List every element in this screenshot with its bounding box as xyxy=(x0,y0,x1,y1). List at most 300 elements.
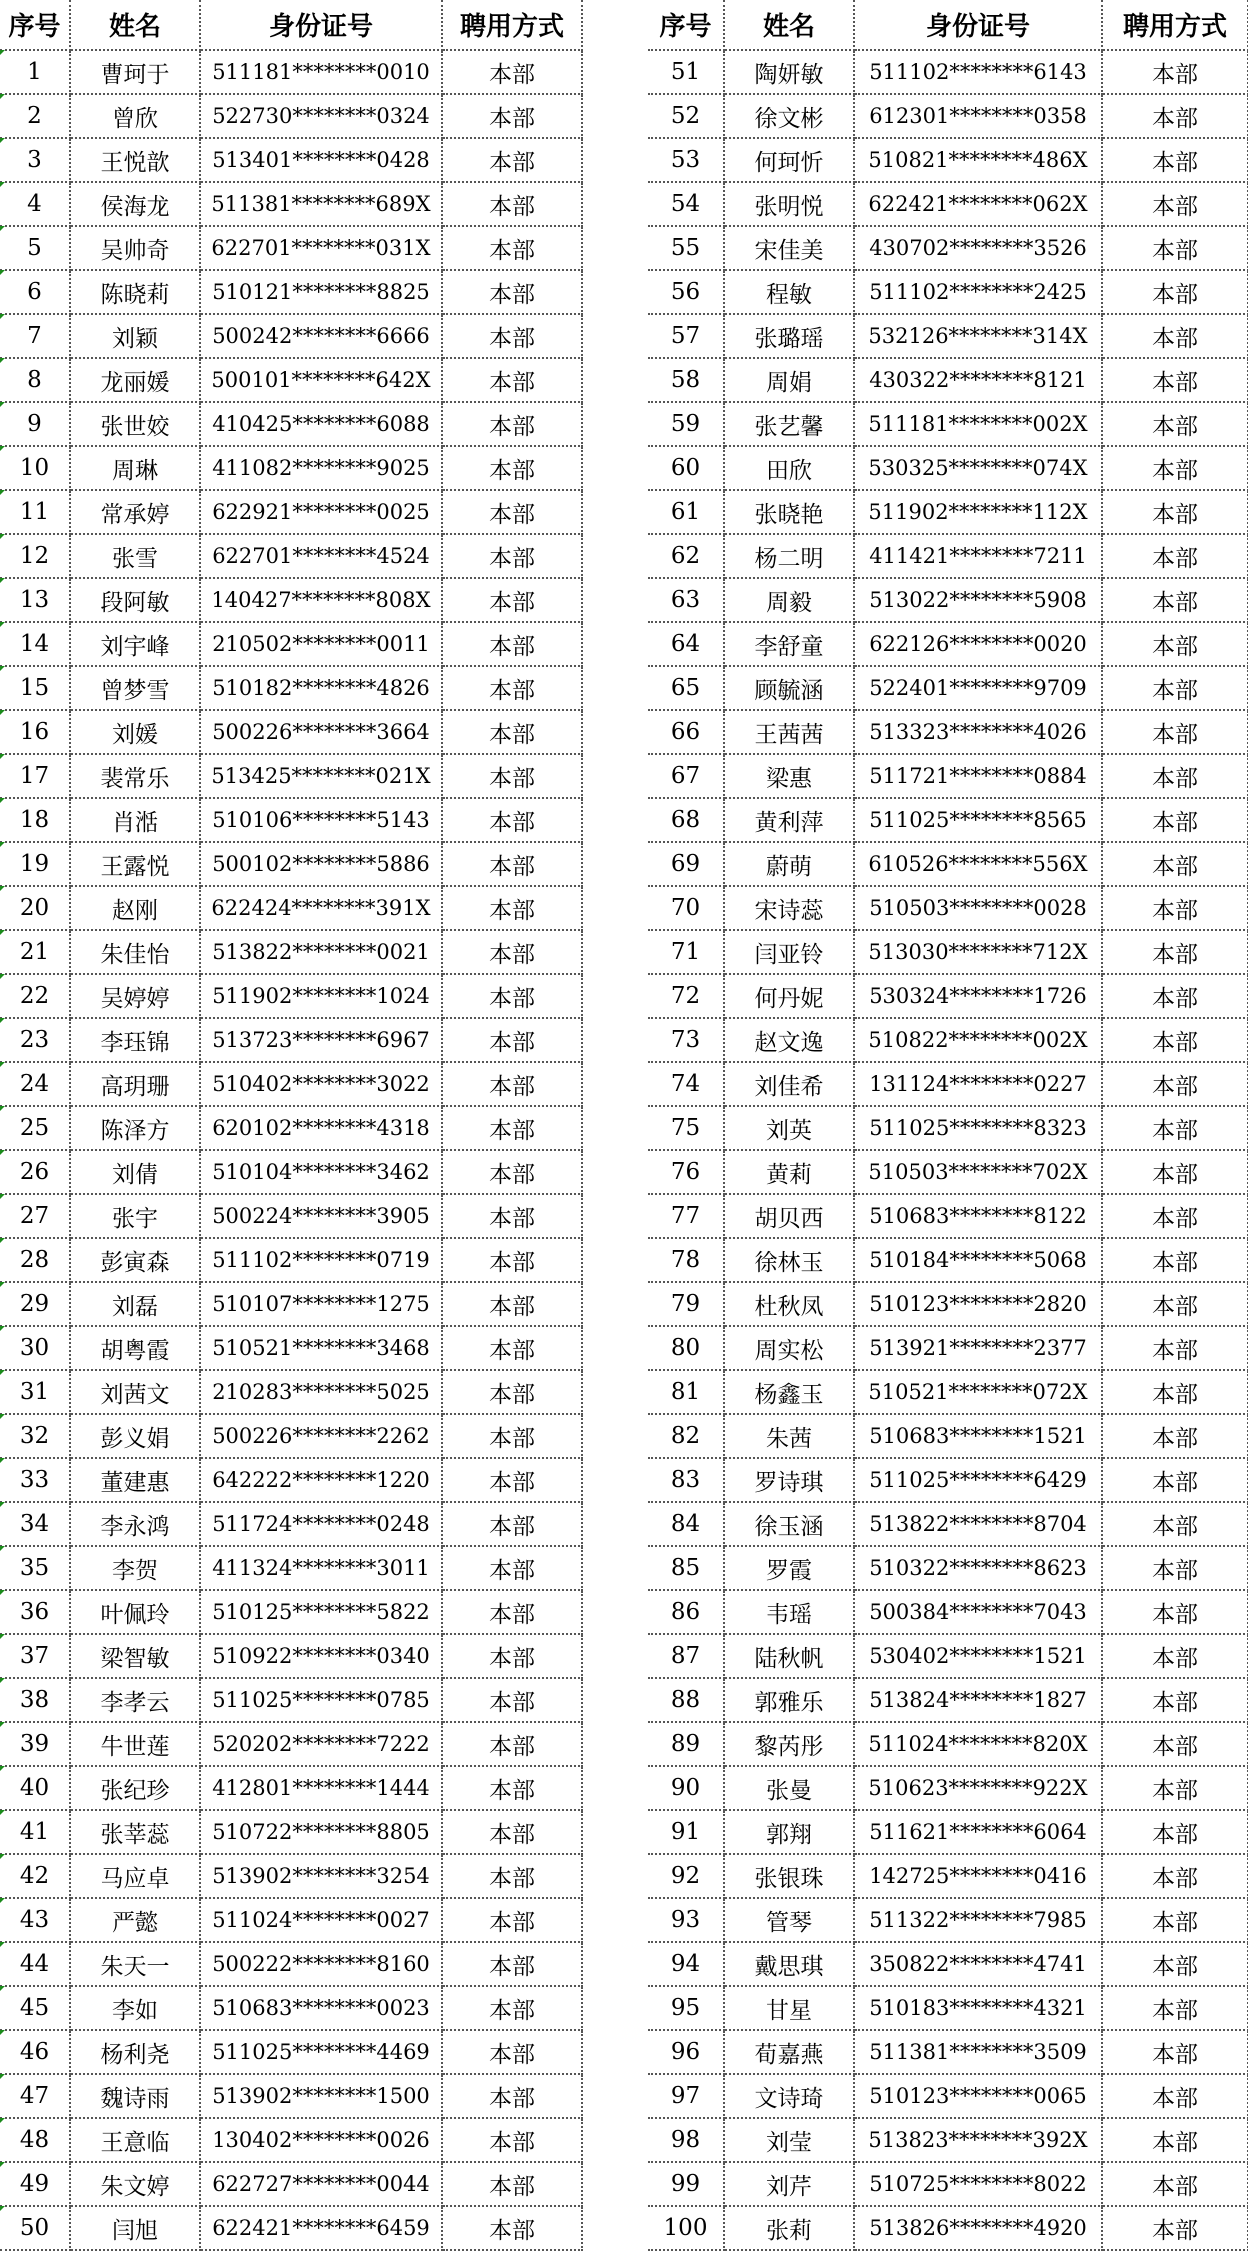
table-row xyxy=(648,1370,1248,1414)
cell-employment-type: 本部 xyxy=(442,1106,582,1150)
cell-employment-type: 本部 xyxy=(442,666,582,710)
cell-employment-type: 本部 xyxy=(1102,1986,1248,2030)
comment-marker-icon xyxy=(0,1458,5,1463)
cell-id-number: 622126********0020 xyxy=(854,622,1102,666)
cell-employment-type: 本部 xyxy=(442,930,582,974)
cell-name: 陶妍敏 xyxy=(724,50,854,94)
cell-employment-type: 本部 xyxy=(442,2118,582,2162)
cell-index: 89 xyxy=(648,1722,724,1766)
cell-name: 杜秋凤 xyxy=(724,1282,854,1326)
cell-id-number: 510125********5822 xyxy=(200,1590,442,1634)
cell-name: 刘磊 xyxy=(70,1282,200,1326)
table-body-left xyxy=(0,50,582,2250)
cell-index: 77 xyxy=(648,1194,724,1238)
cell-index: 66 xyxy=(648,710,724,754)
cell-employment-type: 本部 xyxy=(1102,50,1248,94)
cell-name: 李舒童 xyxy=(724,622,854,666)
table-row xyxy=(0,446,582,490)
cell-index: 63 xyxy=(648,578,724,622)
cell-employment-type: 本部 xyxy=(1102,1370,1248,1414)
cell-name: 宋诗蕊 xyxy=(724,886,854,930)
table-row xyxy=(648,886,1248,930)
comment-marker-icon xyxy=(0,578,5,583)
cell-index: 75 xyxy=(648,1106,724,1150)
cell-employment-type: 本部 xyxy=(1102,622,1248,666)
comment-marker-icon xyxy=(0,842,5,847)
cell-id-number: 622701********4524 xyxy=(200,534,442,578)
table-row xyxy=(0,1854,582,1898)
table-row xyxy=(0,2206,582,2250)
comment-marker-icon xyxy=(0,1414,5,1419)
cell-id-number: 510821********486X xyxy=(854,138,1102,182)
cell-employment-type: 本部 xyxy=(1102,2206,1248,2250)
cell-id-number: 510121********8825 xyxy=(200,270,442,314)
table-row xyxy=(0,1458,582,1502)
cell-id-number: 513401********0428 xyxy=(200,138,442,182)
cell-employment-type: 本部 xyxy=(442,1986,582,2030)
cell-index: 3 xyxy=(0,138,70,182)
cell-index: 14 xyxy=(0,622,70,666)
cell-employment-type: 本部 xyxy=(442,1590,582,1634)
cell-id-number: 511024********820X xyxy=(854,1722,1102,1766)
cell-employment-type: 本部 xyxy=(442,1282,582,1326)
cell-name: 裴常乐 xyxy=(70,754,200,798)
cell-name: 王悦歆 xyxy=(70,138,200,182)
cell-name: 张雪 xyxy=(70,534,200,578)
cell-index: 4 xyxy=(0,182,70,226)
cell-id-number: 350822********4741 xyxy=(854,1942,1102,1986)
cell-id-number: 513823********392X xyxy=(854,2118,1102,2162)
cell-employment-type: 本部 xyxy=(1102,2118,1248,2162)
cell-name: 李贺 xyxy=(70,1546,200,1590)
cell-employment-type: 本部 xyxy=(1102,710,1248,754)
cell-index: 48 xyxy=(0,2118,70,2162)
comment-marker-icon xyxy=(0,1898,5,1903)
cell-index: 9 xyxy=(0,402,70,446)
comment-marker-icon xyxy=(0,270,5,275)
cell-id-number: 511102********2425 xyxy=(854,270,1102,314)
cell-employment-type: 本部 xyxy=(442,2162,582,2206)
cell-employment-type: 本部 xyxy=(442,1502,582,1546)
cell-employment-type: 本部 xyxy=(1102,578,1248,622)
table-row xyxy=(648,402,1248,446)
cell-id-number: 500226********3664 xyxy=(200,710,442,754)
cell-index: 6 xyxy=(0,270,70,314)
table-row xyxy=(648,1194,1248,1238)
table-row xyxy=(648,50,1248,94)
cell-id-number: 511102********6143 xyxy=(854,50,1102,94)
cell-name: 李永鸿 xyxy=(70,1502,200,1546)
cell-employment-type: 本部 xyxy=(1102,1502,1248,1546)
cell-name: 刘莹 xyxy=(724,2118,854,2162)
cell-index: 43 xyxy=(0,1898,70,1942)
cell-name: 陆秋帆 xyxy=(724,1634,854,1678)
cell-employment-type: 本部 xyxy=(1102,886,1248,930)
cell-employment-type: 本部 xyxy=(442,226,582,270)
cell-name: 戴思琪 xyxy=(724,1942,854,1986)
cell-name: 张世姣 xyxy=(70,402,200,446)
cell-employment-type: 本部 xyxy=(442,2030,582,2074)
cell-index: 97 xyxy=(648,2074,724,2118)
cell-employment-type: 本部 xyxy=(442,314,582,358)
cell-name: 牛世莲 xyxy=(70,1722,200,1766)
cell-name: 吴婷婷 xyxy=(70,974,200,1018)
cell-name: 蔚萌 xyxy=(724,842,854,886)
header-id-number: 身份证号 xyxy=(854,0,1102,50)
cell-name: 梁智敏 xyxy=(70,1634,200,1678)
cell-index: 36 xyxy=(0,1590,70,1634)
cell-index: 46 xyxy=(0,2030,70,2074)
table-row xyxy=(0,1634,582,1678)
cell-id-number: 513425********021X xyxy=(200,754,442,798)
cell-id-number: 522401********9709 xyxy=(854,666,1102,710)
table-row xyxy=(0,490,582,534)
cell-id-number: 510922********0340 xyxy=(200,1634,442,1678)
cell-id-number: 511025********4469 xyxy=(200,2030,442,2074)
cell-id-number: 513822********8704 xyxy=(854,1502,1102,1546)
cell-id-number: 510623********922X xyxy=(854,1766,1102,1810)
cell-name: 徐文彬 xyxy=(724,94,854,138)
cell-employment-type: 本部 xyxy=(1102,314,1248,358)
cell-name: 甘星 xyxy=(724,1986,854,2030)
cell-employment-type: 本部 xyxy=(1102,94,1248,138)
cell-name: 李孝云 xyxy=(70,1678,200,1722)
cell-index: 54 xyxy=(648,182,724,226)
cell-id-number: 510107********1275 xyxy=(200,1282,442,1326)
cell-index: 90 xyxy=(648,1766,724,1810)
cell-employment-type: 本部 xyxy=(1102,1018,1248,1062)
cell-id-number: 532126********314X xyxy=(854,314,1102,358)
cell-employment-type: 本部 xyxy=(1102,1326,1248,1370)
cell-id-number: 511724********0248 xyxy=(200,1502,442,1546)
comment-marker-icon xyxy=(0,1282,5,1287)
comment-marker-icon xyxy=(0,1194,5,1199)
table-row xyxy=(0,1810,582,1854)
cell-name: 侯海龙 xyxy=(70,182,200,226)
table-row xyxy=(648,2118,1248,2162)
cell-employment-type: 本部 xyxy=(442,1150,582,1194)
cell-name: 闫旭 xyxy=(70,2206,200,2250)
comment-marker-icon xyxy=(0,1150,5,1155)
comment-marker-icon xyxy=(0,1590,5,1595)
table-row xyxy=(0,1282,582,1326)
table-row xyxy=(0,2074,582,2118)
header-id-number: 身份证号 xyxy=(200,0,442,50)
cell-name: 张莘蕊 xyxy=(70,1810,200,1854)
cell-name: 徐玉涵 xyxy=(724,1502,854,1546)
comment-marker-icon xyxy=(0,2030,5,2035)
cell-name: 曹珂于 xyxy=(70,50,200,94)
comment-marker-icon xyxy=(0,2118,5,2123)
table-row xyxy=(648,270,1248,314)
table-row xyxy=(648,490,1248,534)
cell-employment-type: 本部 xyxy=(1102,1106,1248,1150)
cell-index: 53 xyxy=(648,138,724,182)
cell-id-number: 530325********074X xyxy=(854,446,1102,490)
cell-name: 朱文婷 xyxy=(70,2162,200,2206)
cell-id-number: 510725********8022 xyxy=(854,2162,1102,2206)
cell-comment-markers xyxy=(0,50,6,2202)
cell-index: 10 xyxy=(0,446,70,490)
cell-employment-type: 本部 xyxy=(1102,2162,1248,2206)
cell-employment-type: 本部 xyxy=(442,402,582,446)
table-row xyxy=(0,1106,582,1150)
header-name: 姓名 xyxy=(724,0,854,50)
cell-name: 刘倩 xyxy=(70,1150,200,1194)
cell-id-number: 411421********7211 xyxy=(854,534,1102,578)
cell-id-number: 510322********8623 xyxy=(854,1546,1102,1590)
table-row xyxy=(648,1326,1248,1370)
table-row xyxy=(648,1062,1248,1106)
cell-employment-type: 本部 xyxy=(442,1546,582,1590)
cell-name: 郭雅乐 xyxy=(724,1678,854,1722)
cell-index: 17 xyxy=(0,754,70,798)
cell-index: 41 xyxy=(0,1810,70,1854)
table-header-left xyxy=(0,0,582,50)
cell-id-number: 513723********6967 xyxy=(200,1018,442,1062)
cell-employment-type: 本部 xyxy=(1102,1854,1248,1898)
cell-id-number: 622921********0025 xyxy=(200,490,442,534)
comment-marker-icon xyxy=(0,798,5,803)
cell-id-number: 130402********0026 xyxy=(200,2118,442,2162)
comment-marker-icon xyxy=(0,2074,5,2079)
cell-employment-type: 本部 xyxy=(442,1194,582,1238)
header-index: 序号 xyxy=(648,0,724,50)
cell-index: 98 xyxy=(648,2118,724,2162)
cell-index: 51 xyxy=(648,50,724,94)
cell-index: 88 xyxy=(648,1678,724,1722)
cell-id-number: 511025********8565 xyxy=(854,798,1102,842)
cell-name: 周琳 xyxy=(70,446,200,490)
cell-employment-type: 本部 xyxy=(442,1458,582,1502)
cell-id-number: 511721********0884 xyxy=(854,754,1102,798)
cell-name: 刘英 xyxy=(724,1106,854,1150)
cell-employment-type: 本部 xyxy=(442,2074,582,2118)
table-row xyxy=(0,270,582,314)
cell-index: 27 xyxy=(0,1194,70,1238)
cell-id-number: 510182********4826 xyxy=(200,666,442,710)
table-row xyxy=(0,1326,582,1370)
cell-index: 37 xyxy=(0,1634,70,1678)
comment-marker-icon xyxy=(0,1678,5,1683)
cell-employment-type: 本部 xyxy=(442,1722,582,1766)
cell-index: 21 xyxy=(0,930,70,974)
cell-employment-type: 本部 xyxy=(442,1370,582,1414)
cell-name: 何丹妮 xyxy=(724,974,854,1018)
cell-id-number: 513921********2377 xyxy=(854,1326,1102,1370)
comment-marker-icon xyxy=(0,402,5,407)
table-row xyxy=(0,1766,582,1810)
cell-id-number: 500101********642X xyxy=(200,358,442,402)
cell-employment-type: 本部 xyxy=(442,974,582,1018)
cell-index: 56 xyxy=(648,270,724,314)
header-name: 姓名 xyxy=(70,0,200,50)
comment-marker-icon xyxy=(0,2162,5,2167)
cell-employment-type: 本部 xyxy=(1102,270,1248,314)
cell-employment-type: 本部 xyxy=(442,842,582,886)
cell-name: 王露悦 xyxy=(70,842,200,886)
cell-name: 顾毓涵 xyxy=(724,666,854,710)
cell-index: 32 xyxy=(0,1414,70,1458)
cell-name: 高玥珊 xyxy=(70,1062,200,1106)
cell-employment-type: 本部 xyxy=(442,1634,582,1678)
cell-index: 82 xyxy=(648,1414,724,1458)
table-row xyxy=(648,1150,1248,1194)
cell-name: 陈晓莉 xyxy=(70,270,200,314)
cell-id-number: 510722********8805 xyxy=(200,1810,442,1854)
cell-name: 杨鑫玉 xyxy=(724,1370,854,1414)
table-row xyxy=(648,94,1248,138)
cell-name: 张艺馨 xyxy=(724,402,854,446)
cell-index: 30 xyxy=(0,1326,70,1370)
cell-index: 8 xyxy=(0,358,70,402)
table-row xyxy=(648,1502,1248,1546)
table-row xyxy=(648,534,1248,578)
table-row xyxy=(0,358,582,402)
cell-employment-type: 本部 xyxy=(442,1414,582,1458)
table-row xyxy=(648,2206,1248,2250)
comment-marker-icon xyxy=(0,1810,5,1815)
cell-employment-type: 本部 xyxy=(442,2206,582,2250)
header-index: 序号 xyxy=(0,0,70,50)
table-row xyxy=(648,2030,1248,2074)
comment-marker-icon xyxy=(0,1722,5,1727)
cell-employment-type: 本部 xyxy=(442,754,582,798)
cell-index: 64 xyxy=(648,622,724,666)
table-row xyxy=(0,1942,582,1986)
cell-index: 33 xyxy=(0,1458,70,1502)
cell-employment-type: 本部 xyxy=(1102,1282,1248,1326)
table-header-right xyxy=(648,0,1248,50)
comment-marker-icon xyxy=(0,1370,5,1375)
cell-id-number: 513902********1500 xyxy=(200,2074,442,2118)
cell-employment-type: 本部 xyxy=(1102,798,1248,842)
cell-id-number: 500242********6666 xyxy=(200,314,442,358)
cell-id-number: 500384********7043 xyxy=(854,1590,1102,1634)
cell-index: 60 xyxy=(648,446,724,490)
table-row xyxy=(648,1898,1248,1942)
cell-name: 刘茜文 xyxy=(70,1370,200,1414)
comment-marker-icon xyxy=(0,534,5,539)
cell-index: 62 xyxy=(648,534,724,578)
cell-name: 王意临 xyxy=(70,2118,200,2162)
cell-index: 16 xyxy=(0,710,70,754)
cell-name: 朱天一 xyxy=(70,1942,200,1986)
cell-employment-type: 本部 xyxy=(1102,842,1248,886)
cell-index: 91 xyxy=(648,1810,724,1854)
cell-id-number: 622421********6459 xyxy=(200,2206,442,2250)
table-row xyxy=(0,1414,582,1458)
cell-employment-type: 本部 xyxy=(1102,2074,1248,2118)
cell-id-number: 210283********5025 xyxy=(200,1370,442,1414)
cell-name: 刘颖 xyxy=(70,314,200,358)
cell-employment-type: 本部 xyxy=(1102,182,1248,226)
cell-name: 闫亚铃 xyxy=(724,930,854,974)
cell-id-number: 142725********0416 xyxy=(854,1854,1102,1898)
cell-index: 84 xyxy=(648,1502,724,1546)
cell-index: 93 xyxy=(648,1898,724,1942)
cell-id-number: 610526********556X xyxy=(854,842,1102,886)
cell-index: 47 xyxy=(0,2074,70,2118)
cell-id-number: 511902********1024 xyxy=(200,974,442,1018)
cell-employment-type: 本部 xyxy=(1102,1414,1248,1458)
cell-index: 81 xyxy=(648,1370,724,1414)
cell-index: 12 xyxy=(0,534,70,578)
table-row xyxy=(0,1238,582,1282)
cell-employment-type: 本部 xyxy=(1102,226,1248,270)
cell-id-number: 430702********3526 xyxy=(854,226,1102,270)
cell-name: 韦瑶 xyxy=(724,1590,854,1634)
cell-name: 罗霞 xyxy=(724,1546,854,1590)
cell-employment-type: 本部 xyxy=(1102,1766,1248,1810)
cell-index: 100 xyxy=(648,2206,724,2250)
cell-employment-type: 本部 xyxy=(1102,974,1248,1018)
cell-index: 19 xyxy=(0,842,70,886)
cell-id-number: 530324********1726 xyxy=(854,974,1102,1018)
cell-id-number: 612301********0358 xyxy=(854,94,1102,138)
cell-id-number: 511025********6429 xyxy=(854,1458,1102,1502)
table-body-right xyxy=(648,50,1248,2250)
comment-marker-icon xyxy=(0,1238,5,1243)
cell-employment-type: 本部 xyxy=(442,1018,582,1062)
cell-id-number: 511024********0027 xyxy=(200,1898,442,1942)
table-row xyxy=(0,534,582,578)
table-row xyxy=(0,2118,582,2162)
cell-employment-type: 本部 xyxy=(442,270,582,314)
comment-marker-icon xyxy=(0,1062,5,1067)
comment-marker-icon xyxy=(0,1502,5,1507)
cell-id-number: 500226********2262 xyxy=(200,1414,442,1458)
cell-id-number: 642222********1220 xyxy=(200,1458,442,1502)
cell-name: 周娟 xyxy=(724,358,854,402)
cell-index: 99 xyxy=(648,2162,724,2206)
cell-id-number: 622424********391X xyxy=(200,886,442,930)
cell-employment-type: 本部 xyxy=(442,1766,582,1810)
table-row xyxy=(0,1062,582,1106)
table-row xyxy=(0,622,582,666)
table-row xyxy=(648,1678,1248,1722)
cell-name: 叶佩玲 xyxy=(70,1590,200,1634)
cell-index: 15 xyxy=(0,666,70,710)
cell-employment-type: 本部 xyxy=(1102,446,1248,490)
cell-id-number: 410425********6088 xyxy=(200,402,442,446)
cell-employment-type: 本部 xyxy=(1102,2030,1248,2074)
cell-employment-type: 本部 xyxy=(442,710,582,754)
table-row xyxy=(0,1986,582,2030)
cell-index: 70 xyxy=(648,886,724,930)
cell-index: 95 xyxy=(648,1986,724,2030)
header-employment-type: 聘用方式 xyxy=(1102,0,1248,50)
cell-employment-type: 本部 xyxy=(442,490,582,534)
cell-index: 7 xyxy=(0,314,70,358)
cell-id-number: 510683********8122 xyxy=(854,1194,1102,1238)
cell-employment-type: 本部 xyxy=(1102,1238,1248,1282)
cell-index: 31 xyxy=(0,1370,70,1414)
cell-id-number: 131124********0227 xyxy=(854,1062,1102,1106)
table-row xyxy=(648,710,1248,754)
cell-employment-type: 本部 xyxy=(442,1678,582,1722)
cell-name: 彭寅森 xyxy=(70,1238,200,1282)
cell-index: 22 xyxy=(0,974,70,1018)
table-row xyxy=(0,314,582,358)
table-row xyxy=(0,710,582,754)
cell-index: 52 xyxy=(648,94,724,138)
cell-name: 严懿 xyxy=(70,1898,200,1942)
cell-index: 39 xyxy=(0,1722,70,1766)
cell-id-number: 430322********8121 xyxy=(854,358,1102,402)
table-row xyxy=(648,1590,1248,1634)
cell-employment-type: 本部 xyxy=(442,1810,582,1854)
